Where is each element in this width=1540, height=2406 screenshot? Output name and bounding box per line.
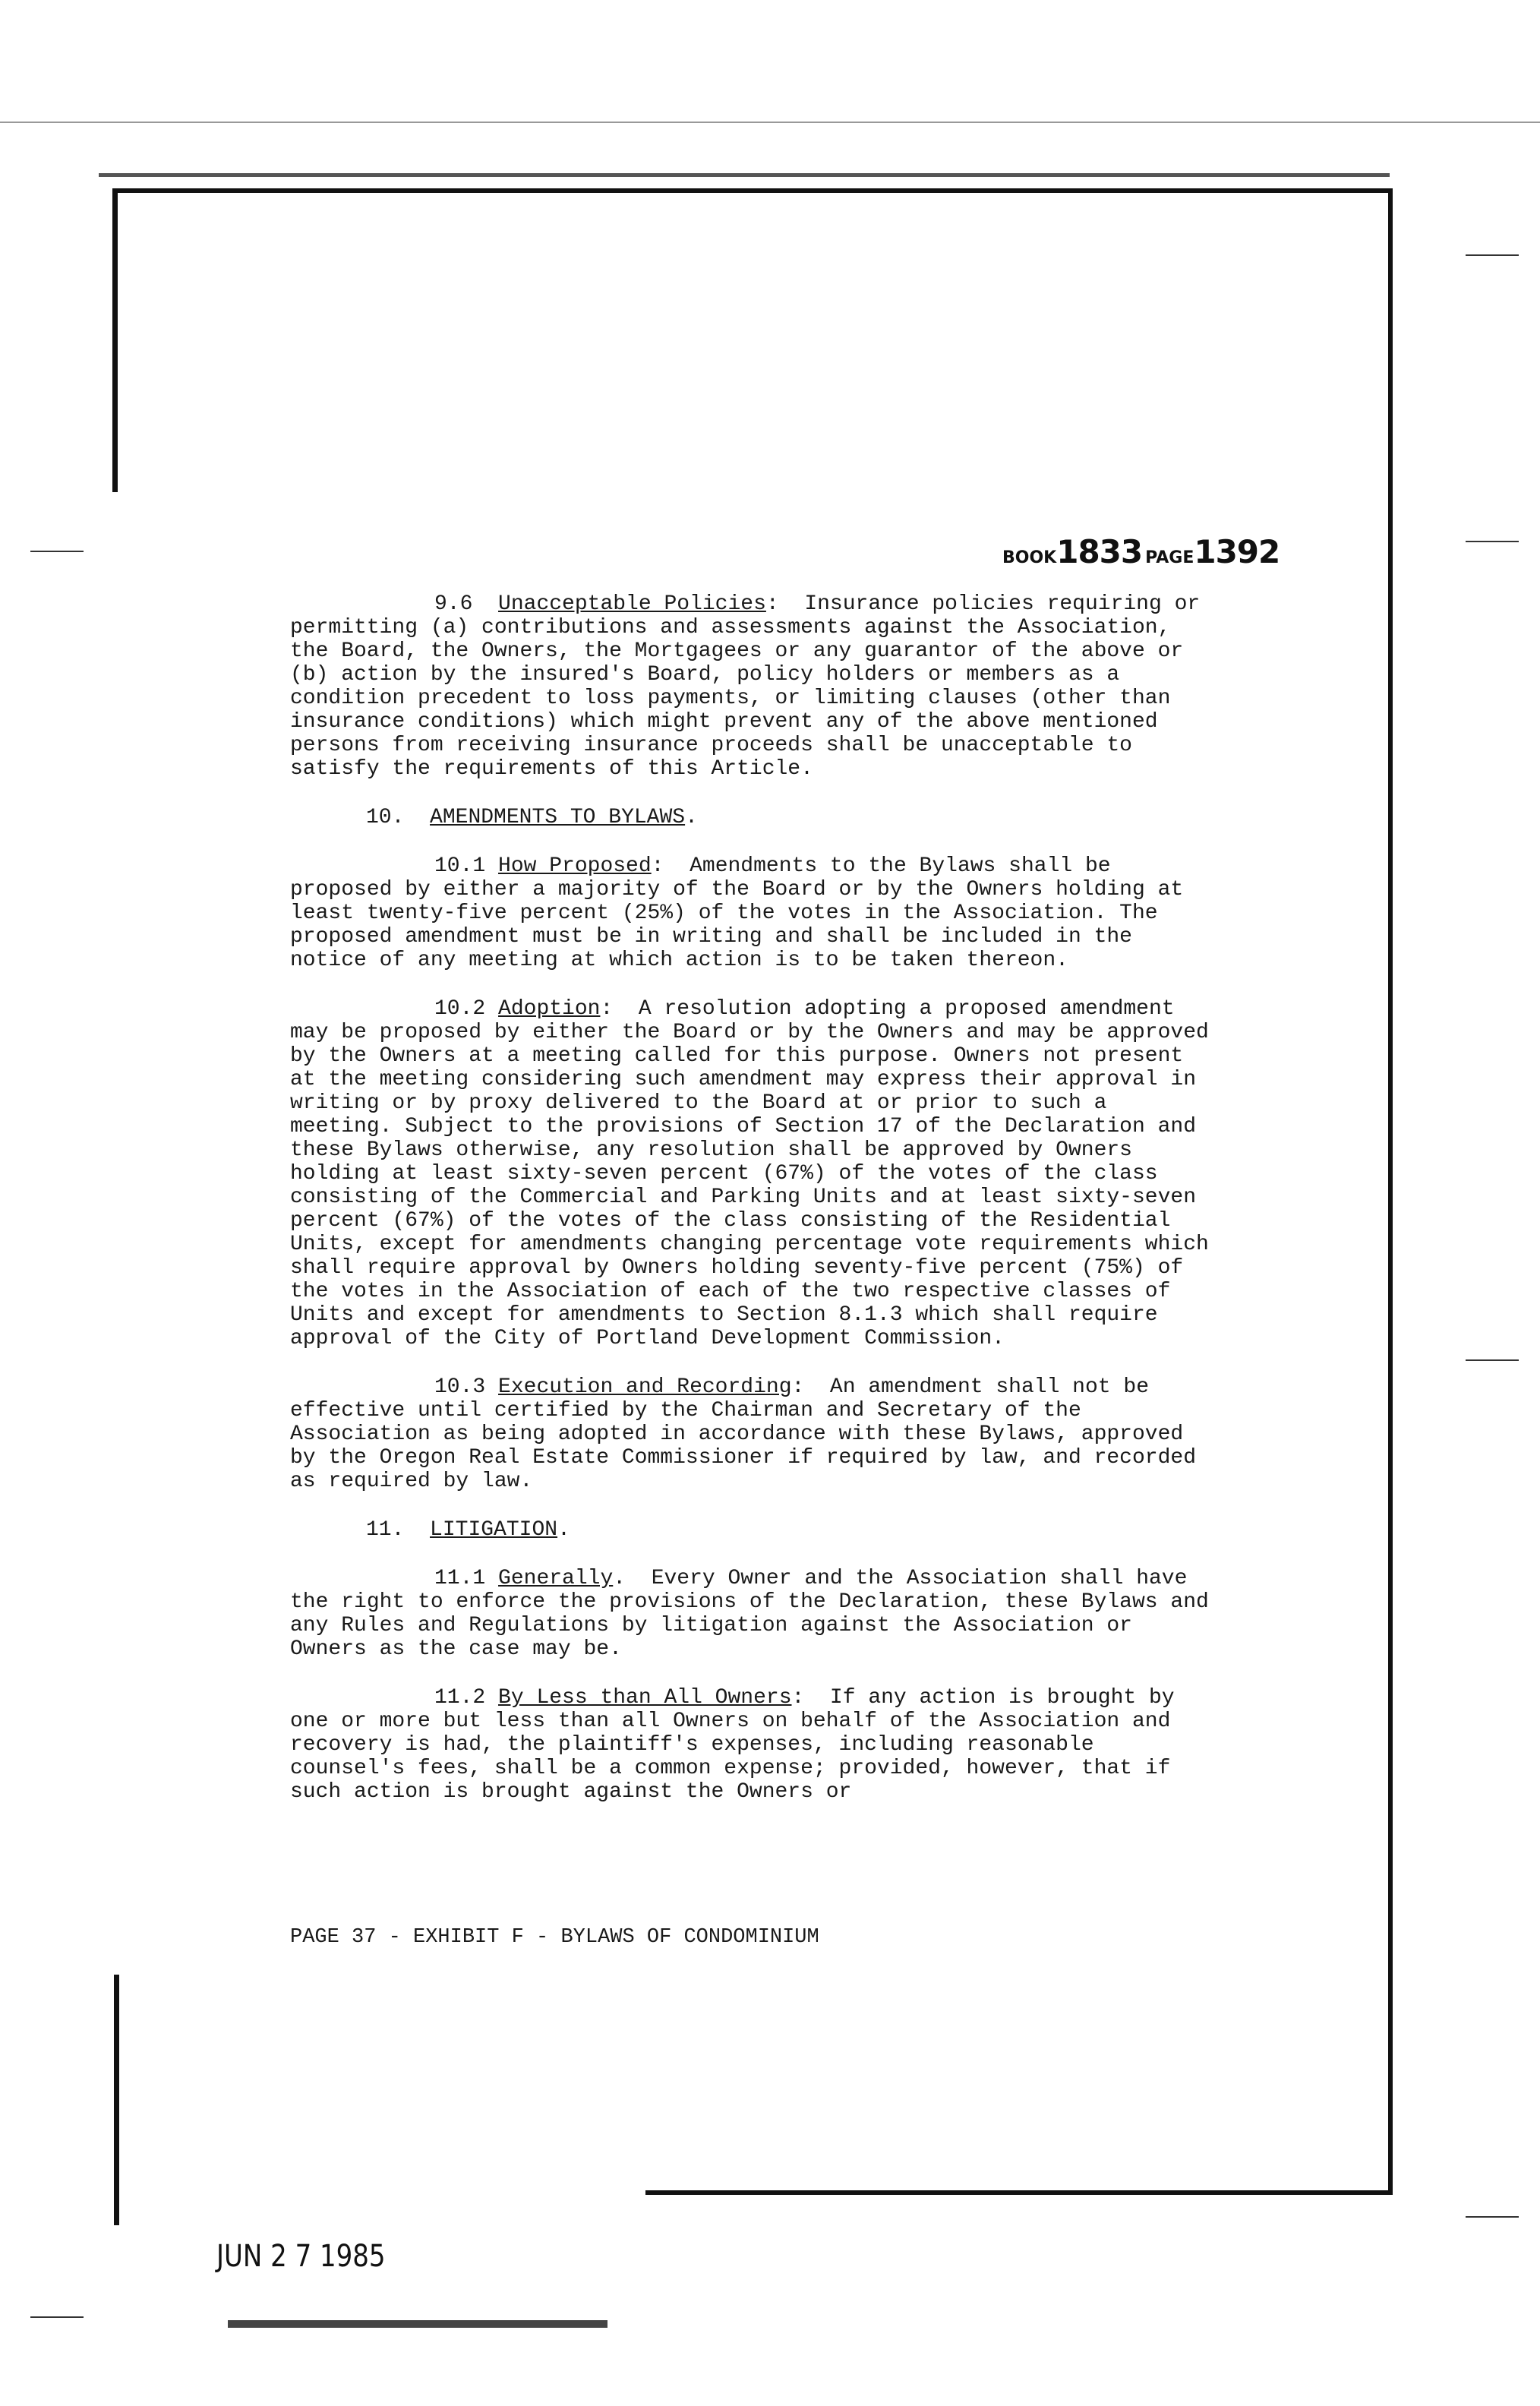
article-end: . — [685, 806, 698, 829]
section-separator: : — [651, 854, 664, 878]
section-separator: : — [791, 1375, 805, 1399]
section-11-1 — [290, 1567, 1217, 1661]
section-separator: . — [613, 1567, 626, 1590]
article-title: LITIGATION — [430, 1518, 558, 1542]
section-title: Unacceptable Policies — [498, 592, 766, 616]
section-number: 10.3 — [434, 1375, 486, 1399]
margin-mark — [1466, 2216, 1519, 2218]
section-10-2 — [290, 997, 1217, 1350]
page-frame-bottom — [645, 2190, 1393, 2195]
section-number: 9.6 — [434, 592, 473, 616]
scan-header-smudge — [99, 173, 1390, 177]
page-footer: PAGE 37 - EXHIBIT F - BYLAWS OF CONDOMINIUM — [290, 1926, 819, 1949]
section-text: Amendments to the Bylaws shall be proposed by either a majority of the Board or by the Owners holding at least twenty-five percent (25%) of the votes in the Association. The proposed amendment must be in writing and shall be included in the notice of any meeting at which action is to be taken thereon. — [290, 854, 1184, 972]
page-frame-left-lower — [114, 1975, 119, 2225]
margin-mark — [1466, 1359, 1519, 1361]
section-number: 11.1 — [434, 1567, 486, 1590]
page-frame-right — [1388, 188, 1393, 2193]
book-label: BOOK — [1002, 548, 1057, 567]
article-10-heading — [290, 806, 1217, 829]
margin-mark — [30, 2316, 84, 2318]
recording-date-stamp: JUN 2 7 1985 — [216, 2239, 386, 2274]
section-text: If any action is brought by one or more but less than all Owners on behalf of the Association and recovery is had, the plaintiff's expenses, including reasonable counsel's fees, shall be a common expense; provided, however, that if such action is brought against the Owners or — [290, 1686, 1175, 1804]
section-title: How Proposed — [498, 854, 652, 878]
document-body — [290, 592, 1217, 1829]
section-separator: : — [765, 592, 779, 616]
section-separator: : — [791, 1686, 805, 1710]
section-title: Execution and Recording — [498, 1375, 792, 1399]
section-text: An amendment shall not be effective until certified by the Chairman and Secretary of the Association as being adopted in accordance with these Bylaws, approved by the Oregon Real Estate Commissioner if required by law, and recorded as required by law. — [290, 1375, 1196, 1493]
section-number: 10.1 — [434, 854, 486, 878]
section-text: Insurance policies requiring or permitting (a) contributions and assessments against the Association, the Board, the Owners, the Mortgagees or any guarantor of the above or (b) action by the insured's Board, policy holders or members as a condition precedent to loss payments, or limiting clauses (other than insurance conditions) which might prevent any of the above mentioned persons from receiving insurance proceeds shall be unacceptable to satisfy the requirements of this Article. — [290, 592, 1201, 781]
article-number: 11. — [366, 1518, 405, 1542]
article-number: 10. — [366, 806, 405, 829]
section-text: Every Owner and the Association shall have the right to enforce the provisions of the Declaration, these Bylaws and any Rules and Regulations by litigation against the Association or Owners as the case may be. — [290, 1567, 1209, 1661]
book-page-stamp — [1002, 533, 1280, 570]
section-number: 11.2 — [434, 1686, 486, 1710]
margin-mark — [1466, 541, 1519, 542]
section-separator: : — [600, 997, 614, 1021]
article-end: . — [557, 1518, 570, 1542]
section-title: Generally — [498, 1567, 614, 1590]
page-frame-left-upper — [112, 188, 118, 492]
section-title: Adoption — [498, 997, 601, 1021]
page-frame-top — [114, 188, 1390, 193]
bottom-scan-smudge — [228, 2320, 607, 2328]
section-title: By Less than All Owners — [498, 1686, 792, 1710]
article-11-heading — [290, 1518, 1217, 1542]
page-label: PAGE — [1145, 548, 1194, 567]
page-number: 1392 — [1194, 533, 1280, 570]
section-number: 10.2 — [434, 997, 486, 1021]
section-10-3 — [290, 1375, 1217, 1493]
book-number: 1833 — [1056, 533, 1143, 570]
section-text: A resolution adopting a proposed amendment may be proposed by either the Board or by the Owners and may be approved by the Owners at a meeting called for this purpose. Owners not present at the meeting considering such amendment may express their approval in writing or by proxy delivered to the Board at or prior to such a meeting. Subject to the provisions of Section 17 of the Declaration and these Bylaws otherwise, any resolution shall be approved by Owners holding at least sixty-seven percent (67%) of the votes of the class consisting of the Commercial and Parking Units and at least sixty-seven percent (67%) of the votes of the class consisting of the Residential Units, except for amendments changing percentage vote requirements which shall require approval by Owners holding seventy-five percent (75%) of the votes in the Association of each of the two respective classes of Units and except for amendments to Section 8.1.3 which shall require approval of the City of Portland Development Commission. — [290, 997, 1209, 1350]
margin-mark — [30, 551, 84, 552]
section-10-1 — [290, 854, 1217, 972]
article-title: AMENDMENTS TO BYLAWS — [430, 806, 686, 829]
section-11-2 — [290, 1686, 1217, 1804]
scan-top-line — [0, 122, 1540, 123]
margin-mark — [1466, 254, 1519, 256]
section-9-6 — [290, 592, 1217, 781]
